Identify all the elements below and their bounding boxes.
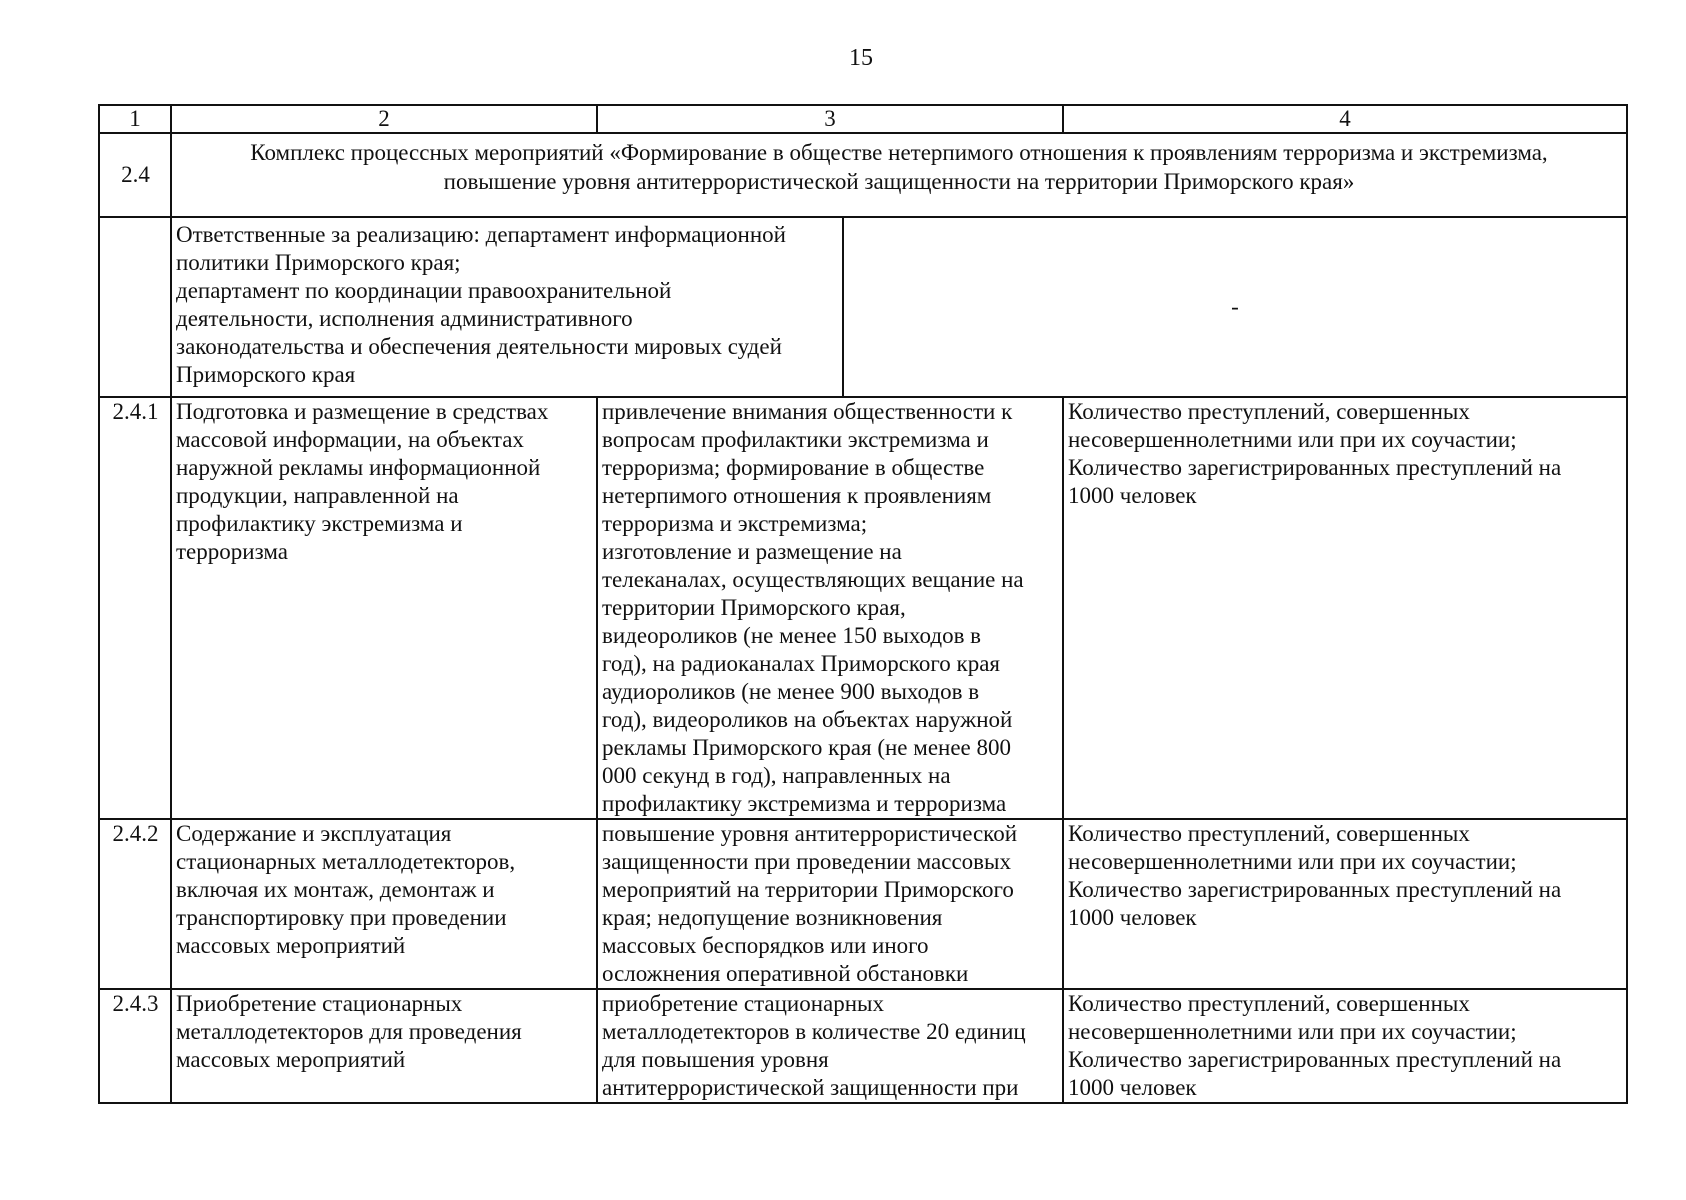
section-row	[99, 133, 1627, 217]
responsible-cell	[171, 217, 1627, 397]
measure-name: Содержание и эксплуатация стационарных металлодетекторов, включая их монтаж, демонтаж и транспортировку при проведении массовых мероприятий	[171, 819, 597, 989]
section-title: Комплекс процессных мероприятий «Формирование в обществе нетерпимого отношения к проявлениям терроризма и экстремизма, повышение уровня антитеррористической защищенности на территории Приморского края»	[171, 133, 1627, 217]
header-cell-3: 3	[597, 105, 1063, 133]
table-row	[99, 397, 1627, 819]
responsible-text: Ответственные за реализацию: департамент информационной политики Приморского края; департамент по координации правоохранительной деятельности, исполнения административного законодательства и обеспечения деятельности мировых судей Приморского края	[172, 218, 844, 396]
header-cell-2: 2	[171, 105, 597, 133]
page-number: 15	[849, 45, 873, 71]
measure-description: привлечение внимания общественности к вопросам профилактики экстремизма и терроризма; формирование в обществе нетерпимого отношения к проявлениям терроризма и экстремизма; изготовление и размещение на телеканалах, осуществляющих вещание на территории Приморского края, видеороликов (не менее 150 выходов в год), на радиоканалах Приморского края аудиороликов (не менее 900 выходов в год), видеороликов на объектах наружной рекламы Приморского края (не менее 800 000 секунд в год), направленных на профилактику экстремизма и терроризма	[597, 397, 1063, 819]
measure-name: Приобретение стационарных металлодетекторов для проведения массовых мероприятий	[171, 989, 597, 1103]
table-row	[99, 819, 1627, 989]
header-cell-1: 1	[99, 105, 171, 133]
measure-indicators: Количество преступлений, совершенных несовершеннолетними или при их соучастии; Количество зарегистрированных преступлений на 1000 человек	[1063, 989, 1627, 1103]
header-cell-4: 4	[1063, 105, 1627, 133]
measure-indicators: Количество преступлений, совершенных несовершеннолетними или при их соучастии; Количество зарегистрированных преступлений на 1000 человек	[1063, 819, 1627, 989]
measure-description: повышение уровня антитеррористической защищенности при проведении массовых мероприятий на территории Приморского края; недопущение возникновения массовых беспорядков или иного осложнения оперативной обстановки	[597, 819, 1063, 989]
row-number: 2.4.3	[99, 989, 171, 1103]
measure-description: приобретение стационарных металлодетекторов в количестве 20 единиц для повышения уровня антитеррористической защищенности при	[597, 989, 1063, 1103]
responsible-row	[99, 217, 1627, 397]
header-row	[99, 105, 1627, 133]
measures-table	[98, 104, 1628, 1104]
measure-name: Подготовка и размещение в средствах массовой информации, на объектах наружной рекламы информационной продукции, направленной на профилактику экстремизма и терроризма	[171, 397, 597, 819]
table-row	[99, 989, 1627, 1103]
responsible-number-cell	[99, 217, 171, 397]
row-number: 2.4.1	[99, 397, 171, 819]
section-number: 2.4	[99, 133, 171, 217]
measure-indicators: Количество преступлений, совершенных несовершеннолетними или при их соучастии; Количество зарегистрированных преступлений на 1000 человек	[1063, 397, 1627, 819]
row-number: 2.4.2	[99, 819, 171, 989]
responsible-value: -	[1231, 294, 1239, 319]
